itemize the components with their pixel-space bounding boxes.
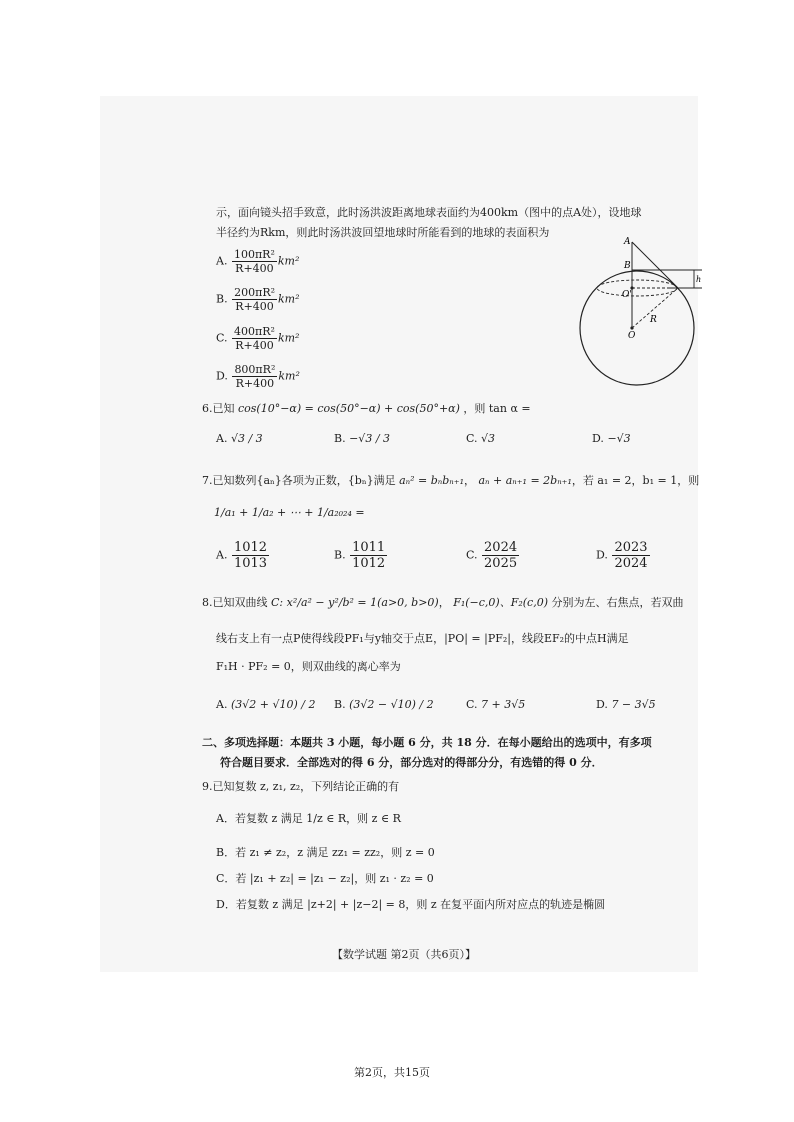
option-value: −√3 / 3 [349,432,391,445]
option-label: A． [216,812,235,825]
earth-figure [570,232,706,390]
q9-option-c [216,872,434,886]
denominator: R+400 [235,262,274,275]
denominator: 2024 [614,556,648,571]
option-value: 7 + 3√5 [481,698,526,711]
numerator: 2024 [484,540,518,555]
option-text: 若 z₁ ≠ z₂，z 满足 zz₁ = zz₂，则 z = 0 [235,846,435,859]
option-label: B. [334,698,346,711]
option-label: D. [216,369,228,383]
denominator: R+400 [235,339,274,352]
denominator: R+400 [235,300,274,313]
q9-option-a [216,812,401,826]
q7-option-c [466,540,520,571]
q9-option-b [216,846,435,860]
page-footer: 【数学试题 第2页（共6页）】 [332,948,476,961]
denominator: 2025 [484,556,518,571]
option-value: (3√2 − √10) / 2 [349,698,434,711]
option-label: C. [466,548,478,562]
option-label: D． [216,898,236,911]
numerator: 1012 [233,540,268,555]
label-b: B [624,261,631,271]
option-text: 若 |z₁ + z₂| = |z₁ − z₂|，则 z₁ · z₂ = 0 [235,872,434,885]
q8-option-b [334,698,434,711]
unit: km² [277,331,300,345]
numerator: 200πR² [234,286,276,299]
q6-prefix: 6.已知 [202,402,235,415]
option-label: A. [216,254,228,268]
q8-foci: F₁(−c,0)、F₂(c,0) [453,596,548,609]
option-label: A. [216,432,228,445]
unit: km² [278,369,300,383]
option-label: D. [592,432,604,445]
q7-option-a [216,540,270,571]
numerator: 800πR² [234,363,276,376]
q5-option-b [216,286,300,313]
option-label: C. [466,698,478,711]
q6-option-c [466,432,495,445]
option-label: D. [596,698,608,711]
section2-line1: 二、多项选择题：本题共 3 小题，每小题 6 分，共 18 分．在每小题给出的选项中，有多项 [202,736,652,749]
denominator: 1013 [233,556,268,571]
option-label: C． [216,872,236,885]
label-o: O [628,331,636,341]
q7-option-b [334,540,388,571]
q5-option-a [216,248,299,275]
label-a: A [624,237,631,247]
q8-option-a [216,698,315,711]
label-o1: O' [622,290,632,300]
q8-foci-text: 分别为左、右焦点，若双曲 [551,596,684,609]
q5-line1: 示，面向镜头招手致意，此时汤洪波距离地球表面约为400km（图中的点A处），设地球 [216,206,642,219]
q7-cond2: aₙ + aₙ₊₁ = 2bₙ₊₁ [478,474,572,487]
q7-sum [214,506,365,520]
option-label: D. [596,548,608,562]
option-text: 若复数 z 满足 1/z ∈ R，则 z ∈ R [234,812,401,825]
q8-line2: 线右支上有一点P使得线段PF₁与y轴交于点E，|PO| = |PF₂|，线段EF₂的中点H满足 [216,632,629,645]
option-label: C. [466,432,478,445]
numerator: 2023 [614,540,648,555]
q8-option-c [466,698,525,711]
q8-option-d [596,698,656,711]
label-r: R [650,315,657,325]
page-count: 第2页，共15页 [354,1066,430,1079]
denominator: R+400 [235,377,275,390]
q6-suffix: ，则 tan α = [463,402,531,415]
numerator: 100πR² [233,248,275,261]
option-text: 若复数 z 满足 |z+2| + |z−2| = 8，则 z 在复平面内所对应点的轨迹是椭圆 [235,898,606,911]
tangent-line [632,242,678,288]
denominator: 1012 [352,556,386,571]
q7-sum-expr: 1/a₁ + 1/a₂ + ⋯ + 1/a₂₀₂₄ = [214,506,365,519]
q8-curve: C: x²/a² − y²/b² = 1(a>0, b>0) [271,596,439,609]
option-label: B. [334,432,346,445]
unit: km² [278,292,300,306]
q7-cond1: aₙ² = bₙbₙ₊₁ [399,474,464,487]
option-label: C. [216,331,228,345]
q5-option-d [216,363,300,390]
option-value: −√3 [607,432,631,445]
q6-equation: cos(10°−α) = cos(50°−α) + cos(50°+α) [238,402,460,415]
option-value: √3 / 3 [230,432,263,445]
o-point [630,326,633,329]
label-h: h [696,275,702,284]
option-label: B. [334,548,346,562]
option-label: B． [216,846,236,859]
q7-stem-a: 7.已知数列{aₙ}各项为正数， [202,474,348,487]
section2-line2: 符合题目要求．全部选对的得 6 分，部分选对的得部分分，有选错的得 0 分． [220,756,603,769]
option-label: B. [216,292,228,306]
q9-stem: 9.已知复数 z, z₁, z₂，下列结论正确的有 [202,780,400,793]
q6-option-a [216,432,263,445]
q5-option-c [216,325,299,352]
option-value: (3√2 + √10) / 2 [230,698,316,711]
q8-stem: 8.已知双曲线 C: x²/a² − y²/b² = 1(a>0, b>0)， F₁(−c,0)、F₂(c,0) 分别为左、右焦点，若双曲 [202,596,684,609]
q9-option-d [216,898,605,912]
option-value: √3 [481,432,496,445]
q7-stem-b: {bₙ}满足 [347,474,396,487]
option-label: A. [216,548,228,562]
q8-prefix: 8.已知双曲线 [202,596,268,609]
option-value: 7 − 3√5 [611,698,656,711]
q6-option-b [334,432,390,445]
numerator: 400πR² [234,325,275,338]
q5-line2: 半径约为Rkm，则此时汤洪波回望地球时所能看到的地球的表面积为 [216,226,550,239]
q8-line3: F₁H · PF₂ = 0，则双曲线的离心率为 [216,660,401,673]
numerator: 1011 [352,540,386,555]
q7-stem: 7.已知数列{aₙ}各项为正数，{bₙ}满足 aₙ² = bₙbₙ₊₁， aₙ + aₙ₊₁ = 2bₙ₊₁，若 a₁ = 2，b₁ = 1，则 [202,474,700,487]
q7-cond3: ，若 a₁ = 2，b₁ = 1，则 [571,474,700,487]
q7-option-d [596,540,651,571]
option-label: A. [216,698,228,711]
q6-stem [202,402,531,416]
unit: km² [277,254,300,268]
q6-option-d [592,432,631,445]
